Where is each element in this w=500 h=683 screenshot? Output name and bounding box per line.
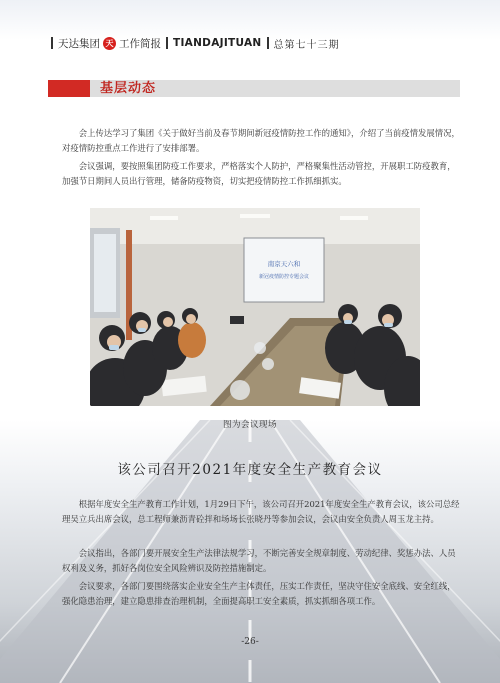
article2-paragraph-1: 根据年度安全生产教育工作计划，1月29日下午，该公司召开2021年度安全生产教育会议，该公司总经理吴立兵出席会议，总工程师兼沥青砼拌和场场长张晓丹等参加会议，会议由安全负责人周玉龙主持。 <box>62 499 460 524</box>
section-title-bar <box>48 80 460 97</box>
meeting-photo <box>90 208 420 406</box>
issue-number: 总第七十三期 <box>273 39 340 51</box>
article1-paragraph-2: 会议强调，要按照集团防疫工作要求，严格落实个人防护，严格聚集性活动管控，开展职工防疫教育，加强节日期间人员出行管理，储备防疫物资，切实把疫情防控工作抓细抓实。 <box>62 161 456 186</box>
article2-paragraph-3: 会议要求，各部门要围绕落实企业安全生产主体责任，压实工作责任，坚决守住安全底线、安全红线，强化隐患治理，建立隐患排查治理机制，全面提高职工安全素质，抓实抓细各项工作。 <box>62 581 456 606</box>
section-title: 基层动态 <box>100 81 157 96</box>
company-latin-name: TIANDAJITUAN <box>173 37 262 49</box>
page-header <box>46 36 340 50</box>
header-divider <box>166 37 168 49</box>
company-name: 天达集团 <box>58 37 100 50</box>
article2-paragraph-2: 会议指出，各部门要开展安全生产法律法规学习，不断完善安全规章制度、劳动纪律、奖惩办法、人员权利及义务，抓好各岗位安全风险辨识及防控措施制定。 <box>62 548 456 573</box>
page-number: -26- <box>241 637 259 647</box>
company-logo-icon: 天 <box>103 37 116 50</box>
section-title-accent <box>48 80 90 97</box>
header-divider <box>51 37 53 49</box>
header-divider <box>267 37 269 49</box>
projector-screen-line1: 南京天六和 <box>267 260 301 268</box>
article-title: 该公司召开2021年度安全生产教育会议 <box>117 462 383 478</box>
article1-paragraph-1: 会上传达学习了集团《关于做好当前及春节期间新冠疫情防控工作的通知》，介绍了当前疫情发展情况，对疫情防控重点工作进行了安排部署。 <box>62 128 460 153</box>
top-decoration <box>0 0 500 40</box>
bulletin-name: 工作简报 <box>119 37 161 50</box>
photo-caption: 图为会议现场 <box>222 420 277 430</box>
projector-screen-line2: 新冠疫情防控专题会议 <box>258 274 310 280</box>
